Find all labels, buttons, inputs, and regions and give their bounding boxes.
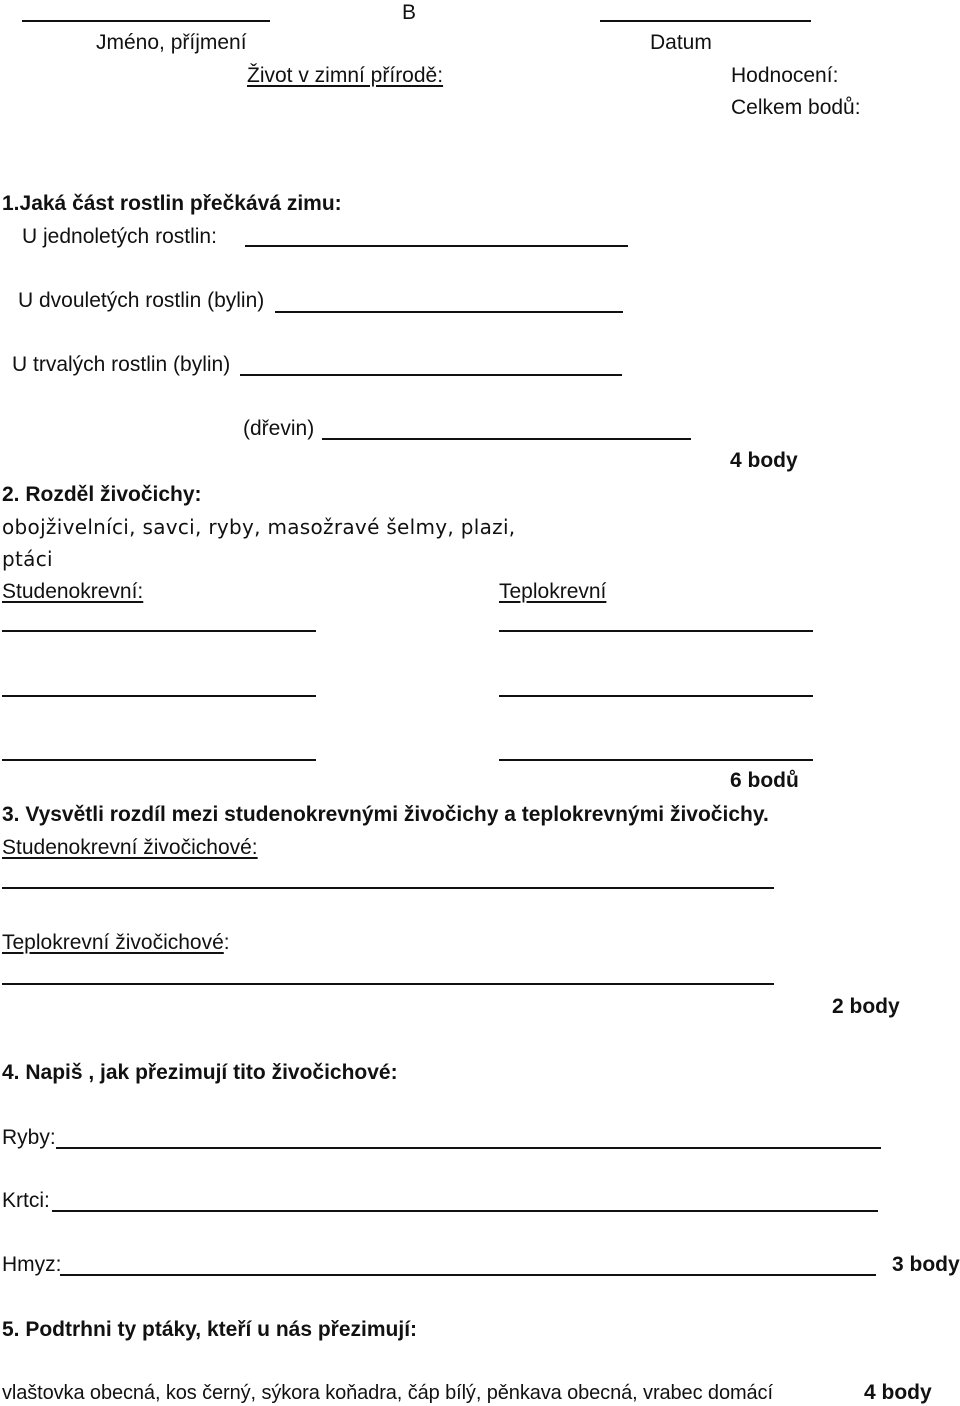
q3-warm-blooded-row — [2, 930, 230, 956]
q1-points: 4 body — [730, 449, 798, 472]
date-label: Datum — [650, 31, 712, 54]
q2-cold-answer-line-2[interactable] — [2, 695, 316, 697]
q2-animal-list-line2: ptáci — [2, 547, 53, 571]
q4-points: 3 body — [892, 1253, 960, 1276]
q4-fish-label: Ryby: — [2, 1126, 56, 1149]
q2-cold-answer-line-3[interactable] — [2, 759, 316, 761]
q2-title: 2. Rozděl živočichy: — [2, 483, 202, 506]
q3-title: 3. Vysvětli rozdíl mezi studenokrevnými živočichy a teplokrevnými živočichy. — [2, 803, 769, 826]
q1-perennial-label: U trvalých rostlin (bylin) — [12, 353, 231, 376]
q1-woody-answer-line[interactable] — [322, 438, 691, 440]
q3-warm-blooded-label: Teplokrevní živočichové — [2, 931, 224, 954]
q2-cold-blooded-label: Studenokrevní: — [2, 580, 144, 603]
q2-points: 6 bodů — [730, 769, 799, 792]
q5-points: 4 body — [864, 1381, 932, 1404]
q3-warm-answer-line[interactable] — [2, 983, 774, 985]
q3-cold-answer-line[interactable] — [2, 887, 774, 889]
q2-warm-answer-line-3[interactable] — [499, 759, 813, 761]
q3-warm-colon: : — [223, 931, 230, 954]
rating-label: Hodnocení: — [731, 64, 839, 87]
q2-warm-blooded-label: Teplokrevní — [499, 580, 607, 603]
q1-woody-label: (dřevin) — [243, 417, 315, 440]
q4-fish-answer-line[interactable] — [56, 1147, 881, 1149]
q2-warm-answer-line-2[interactable] — [499, 695, 813, 697]
name-answer-line[interactable] — [22, 20, 270, 22]
q4-title: 4. Napiš , jak přezimují tito živočichové: — [2, 1061, 398, 1084]
date-answer-line[interactable] — [600, 20, 811, 22]
q1-annual-label: U jednoletých rostlin: — [22, 225, 217, 248]
q1-annual-answer-line[interactable] — [245, 245, 628, 247]
q3-points: 2 body — [832, 995, 900, 1018]
q2-animal-list-line1: obojživelníci, savci, ryby, masožravé šelmy, plazi, — [2, 515, 516, 539]
q4-insects-answer-line[interactable] — [60, 1274, 876, 1276]
q4-moles-label: Krtci: — [2, 1189, 50, 1212]
worksheet-title: Život v zimní přírodě: — [247, 64, 444, 87]
q5-title: 5. Podtrhni ty ptáky, kteří u nás přezimují: — [2, 1318, 418, 1341]
q4-moles-answer-line[interactable] — [52, 1210, 878, 1212]
q4-insects-label: Hmyz: — [2, 1253, 62, 1276]
q2-cold-answer-line-1[interactable] — [2, 630, 316, 632]
q1-biennial-answer-line[interactable] — [275, 311, 623, 313]
q3-cold-blooded-label: Studenokrevní živočichové: — [2, 836, 258, 859]
q2-warm-answer-line-1[interactable] — [499, 630, 813, 632]
variant-label: B — [402, 1, 417, 24]
name-label: Jméno, příjmení — [96, 31, 247, 54]
total-points-label: Celkem bodů: — [731, 96, 861, 119]
q1-title: 1.Jaká část rostlin přečkává zimu: — [2, 192, 342, 215]
q5-bird-list[interactable]: vlaštovka obecná, kos černý, sýkora koňadra, čáp bílý, pěnkava obecná, vrabec domácí — [2, 1382, 773, 1404]
q1-perennial-answer-line[interactable] — [240, 374, 622, 376]
q1-biennial-label: U dvouletých rostlin (bylin) — [18, 289, 265, 312]
